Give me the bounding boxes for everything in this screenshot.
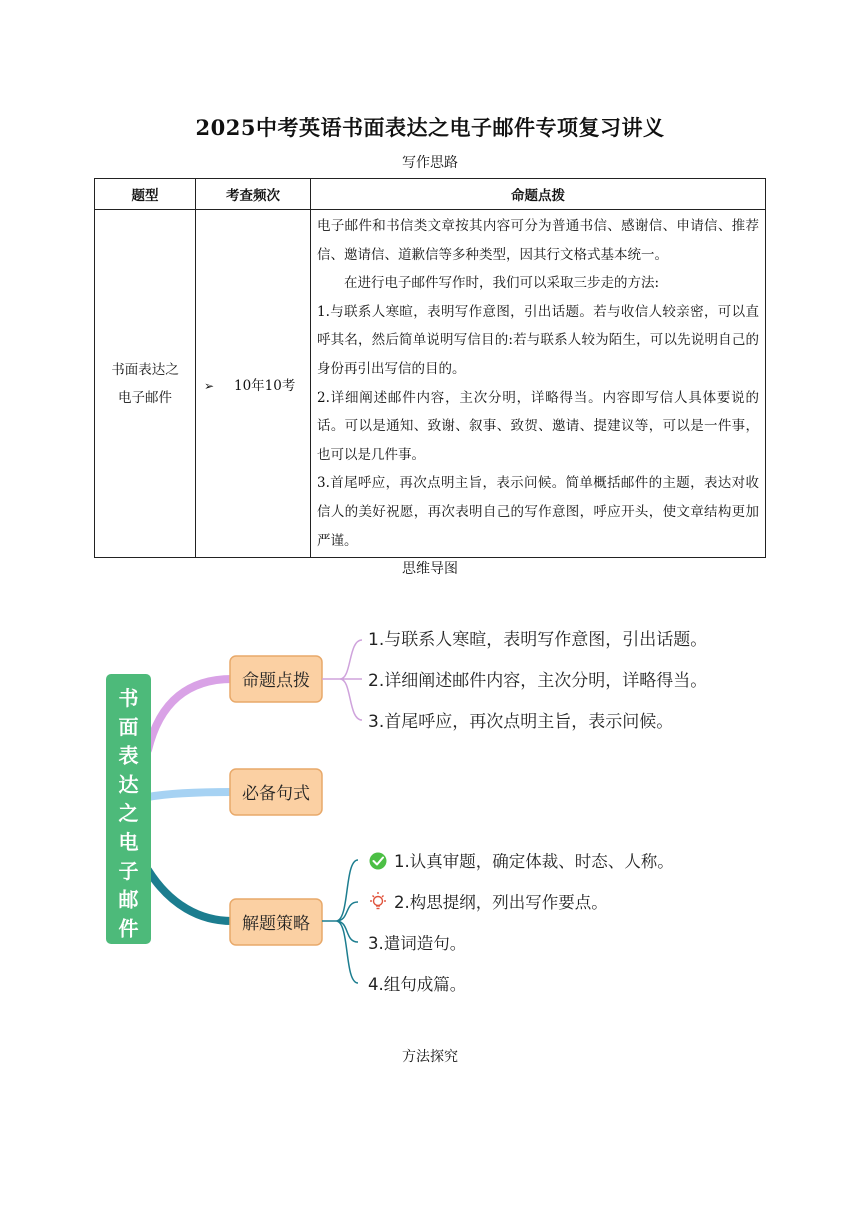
- root-node-char: 件: [118, 916, 139, 941]
- branch-3-item-3: 3.遣词造句。: [368, 934, 467, 953]
- branch-1-item-2: 2.详细阐述邮件内容，主次分明，详略得当。: [368, 671, 708, 691]
- tips-paragraph: 2.详细阐述邮件内容，主次分明，详略得当。内容即写信人具体要说的话。可以是通知、致谢、叙事、致贺、邀请、提建议等，可以是一件事，也可以是几件事。: [317, 389, 759, 463]
- root-node-char: 面: [118, 714, 139, 739]
- tips-paragraph: 3.首尾呼应，再次点明主旨，表示问候。简单概括邮件的主题，表达对收信人的美好祝愿，再次表明自己的写作意图，呼应开头，使文章结构更加严谨。: [317, 475, 759, 549]
- root-node-char: 书: [118, 686, 139, 710]
- type-line-1: 书面表达之: [111, 361, 179, 378]
- branch-3-item-1: 1.认真审题，确定体裁、时态、人称。: [394, 852, 674, 871]
- tips-paragraph: 在进行电子邮件写作时，我们可以采取三步走的方法:: [344, 275, 660, 292]
- document-title: 2025中考英语书面表达之电子邮件专项复习讲义: [195, 115, 665, 140]
- arrow-bullet-icon: ➢: [204, 378, 215, 393]
- header-type: 题型: [95, 179, 196, 210]
- section-caption-method-exploration: 方法探究: [402, 1049, 458, 1065]
- branch-label-solving-strategy: 解题策略: [242, 914, 310, 934]
- branch-label-essential-sentences: 必备句式: [242, 784, 310, 804]
- header-frequency: 考查频次: [196, 179, 311, 210]
- root-node-char: 子: [118, 858, 139, 883]
- branch-1-bracket: [322, 640, 362, 720]
- root-node-label: [119, 686, 139, 940]
- branch-connector-2: [148, 792, 232, 797]
- branch-1-item-1: 1.与联系人寒暄，表明写作意图，引出话题。: [368, 630, 708, 650]
- root-node-char: 表: [118, 743, 139, 768]
- section-caption-writing-approach: 写作思路: [402, 155, 458, 171]
- lightbulb-icon: [370, 892, 386, 909]
- root-node-char: 之: [118, 801, 139, 826]
- branch-1-item-3: 3.首尾呼应，再次点明主旨，表示问候。: [368, 712, 674, 732]
- branch-3-item-4: 4.组句成篇。: [368, 975, 467, 994]
- branch-connector-3: [148, 870, 232, 921]
- type-line-2: 电子邮件: [118, 389, 172, 406]
- branch-connector-1: [148, 679, 232, 750]
- frequency-value: 10年10考: [234, 377, 296, 394]
- branch-3-bracket: [322, 860, 358, 983]
- check-icon: [370, 853, 387, 870]
- branch-3-item-2: 2.构思提纲，列出写作要点。: [394, 893, 608, 912]
- root-node-char: 达: [118, 772, 139, 797]
- root-node-char: 电: [118, 830, 139, 854]
- tips-paragraph: 电子邮件和书信类文章按其内容可分为普通书信、感谢信、申请信、推荐信、邀请信、道歉信等多种类型，因其行文格式基本统一。: [317, 218, 759, 263]
- branch-label-proposition-tips: 命题点拨: [242, 671, 310, 691]
- root-node-char: 邮: [118, 887, 139, 912]
- section-caption-mind-map: 思维导图: [402, 561, 458, 577]
- tips-paragraph: 1.与联系人寒暄，表明写作意图，引出话题。若与收信人较亲密，可以直呼其名，然后简单说明写信目的:若与联系人较为陌生，可以先说明自己的身份再引出写信的目的。: [317, 303, 759, 377]
- header-tips: 命题点拨: [311, 179, 766, 210]
